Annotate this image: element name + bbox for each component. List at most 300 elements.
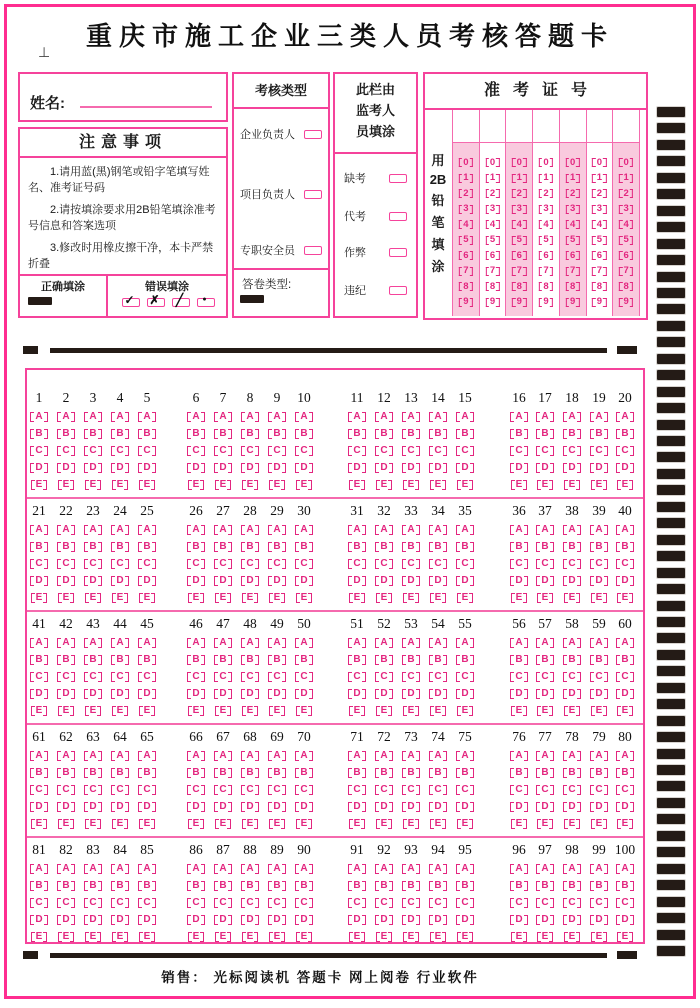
answer-bubble-q13-B[interactable]: B [400,428,422,440]
answer-bubble-q71-A[interactable]: A [346,750,368,762]
ticket-write-cell-6[interactable] [613,110,639,143]
ticket-digit-bubble-c3-d6[interactable]: 6 [539,250,553,262]
answer-bubble-q53-B[interactable]: B [400,654,422,666]
answer-bubble-q18-A[interactable]: A [561,411,583,423]
answer-bubble-q33-E[interactable]: E [400,592,422,604]
answer-bubble-q89-A[interactable]: A [266,863,288,875]
answer-bubble-q39-D[interactable]: D [588,575,610,587]
answer-bubble-q23-D[interactable]: D [82,575,104,587]
answer-bubble-q35-C[interactable]: C [454,558,476,570]
answer-bubble-q6-D[interactable]: D [185,462,207,474]
answer-bubble-q32-D[interactable]: D [373,575,395,587]
answer-bubble-q82-A[interactable]: A [55,863,77,875]
ticket-digit-bubble-c4-d6[interactable]: 6 [566,250,580,262]
ticket-digit-bubble-c5-d6[interactable]: 6 [592,250,606,262]
answer-bubble-q36-D[interactable]: D [508,575,530,587]
answer-bubble-q17-E[interactable]: E [534,479,556,491]
answer-bubble-q79-C[interactable]: C [588,784,610,796]
ticket-digit-bubble-c0-d4[interactable]: 4 [459,219,473,231]
answer-bubble-q59-B[interactable]: B [588,654,610,666]
answer-bubble-q50-C[interactable]: C [293,671,315,683]
answer-bubble-q40-E[interactable]: E [614,592,636,604]
answer-bubble-q27-B[interactable]: B [212,541,234,553]
answer-bubble-q44-C[interactable]: C [109,671,131,683]
answer-bubble-q30-B[interactable]: B [293,541,315,553]
answer-bubble-q2-A[interactable]: A [55,411,77,423]
answer-bubble-q29-C[interactable]: C [266,558,288,570]
answer-bubble-q41-C[interactable]: C [28,671,50,683]
ticket-digit-bubble-c2-d2[interactable]: 2 [512,188,526,200]
answer-bubble-q94-C[interactable]: C [427,897,449,909]
answer-bubble-q75-C[interactable]: C [454,784,476,796]
answer-bubble-q19-C[interactable]: C [588,445,610,457]
ticket-write-cell-3[interactable] [533,110,559,143]
answer-bubble-q53-E[interactable]: E [400,705,422,717]
answer-bubble-q58-A[interactable]: A [561,637,583,649]
answer-bubble-q44-A[interactable]: A [109,637,131,649]
answer-bubble-q96-E[interactable]: E [508,931,530,943]
ticket-digit-bubble-c5-d1[interactable]: 1 [592,172,606,184]
answer-bubble-q86-C[interactable]: C [185,897,207,909]
answer-bubble-q48-D[interactable]: D [239,688,261,700]
ticket-digit-bubble-c4-d3[interactable]: 3 [566,203,580,215]
answer-bubble-q33-C[interactable]: C [400,558,422,570]
answer-bubble-q25-B[interactable]: B [136,541,158,553]
answer-bubble-q31-D[interactable]: D [346,575,368,587]
answer-bubble-q54-B[interactable]: B [427,654,449,666]
answer-bubble-q97-E[interactable]: E [534,931,556,943]
answer-bubble-q47-E[interactable]: E [212,705,234,717]
answer-bubble-q8-C[interactable]: C [239,445,261,457]
answer-bubble-q98-E[interactable]: E [561,931,583,943]
answer-bubble-q70-C[interactable]: C [293,784,315,796]
answer-bubble-q32-B[interactable]: B [373,541,395,553]
ticket-digit-bubble-c0-d7[interactable]: 7 [459,265,473,277]
answer-bubble-q5-E[interactable]: E [136,479,158,491]
answer-bubble-q63-B[interactable]: B [82,767,104,779]
answer-bubble-q22-C[interactable]: C [55,558,77,570]
answer-bubble-q19-B[interactable]: B [588,428,610,440]
answer-bubble-q95-A[interactable]: A [454,863,476,875]
answer-bubble-q18-B[interactable]: B [561,428,583,440]
exam-type-bubble-0[interactable] [304,130,322,139]
answer-bubble-q15-C[interactable]: C [454,445,476,457]
answer-bubble-q77-E[interactable]: E [534,818,556,830]
answer-bubble-q34-A[interactable]: A [427,524,449,536]
answer-bubble-q10-D[interactable]: D [293,462,315,474]
answer-bubble-q1-E[interactable]: E [28,479,50,491]
answer-bubble-q83-B[interactable]: B [82,880,104,892]
answer-bubble-q85-C[interactable]: C [136,897,158,909]
ticket-digit-bubble-c0-d9[interactable]: 9 [459,296,473,308]
answer-bubble-q35-E[interactable]: E [454,592,476,604]
answer-bubble-q25-A[interactable]: A [136,524,158,536]
exam-type-bubble-1[interactable] [304,190,322,199]
ticket-digit-bubble-c4-d9[interactable]: 9 [566,296,580,308]
answer-bubble-q29-A[interactable]: A [266,524,288,536]
answer-bubble-q29-E[interactable]: E [266,592,288,604]
answer-bubble-q98-D[interactable]: D [561,914,583,926]
answer-bubble-q74-B[interactable]: B [427,767,449,779]
answer-bubble-q74-A[interactable]: A [427,750,449,762]
answer-bubble-q5-C[interactable]: C [136,445,158,457]
ticket-digit-bubble-c3-d9[interactable]: 9 [539,296,553,308]
answer-bubble-q58-D[interactable]: D [561,688,583,700]
answer-bubble-q89-E[interactable]: E [266,931,288,943]
answer-bubble-q52-A[interactable]: A [373,637,395,649]
answer-bubble-q40-C[interactable]: C [614,558,636,570]
answer-bubble-q43-D[interactable]: D [82,688,104,700]
answer-bubble-q48-C[interactable]: C [239,671,261,683]
answer-bubble-q52-D[interactable]: D [373,688,395,700]
answer-bubble-q60-B[interactable]: B [614,654,636,666]
answer-bubble-q35-D[interactable]: D [454,575,476,587]
answer-bubble-q67-C[interactable]: C [212,784,234,796]
answer-bubble-q75-D[interactable]: D [454,801,476,813]
answer-bubble-q27-E[interactable]: E [212,592,234,604]
answer-bubble-q94-B[interactable]: B [427,880,449,892]
ticket-digit-bubble-c2-d5[interactable]: 5 [512,234,526,246]
answer-bubble-q49-C[interactable]: C [266,671,288,683]
answer-bubble-q10-B[interactable]: B [293,428,315,440]
ticket-digit-bubble-c5-d7[interactable]: 7 [592,265,606,277]
answer-bubble-q75-B[interactable]: B [454,767,476,779]
invigilator-bubble-0[interactable] [389,174,407,183]
answer-bubble-q36-E[interactable]: E [508,592,530,604]
answer-bubble-q33-B[interactable]: B [400,541,422,553]
answer-bubble-q65-A[interactable]: A [136,750,158,762]
answer-bubble-q74-D[interactable]: D [427,801,449,813]
answer-bubble-q18-D[interactable]: D [561,462,583,474]
answer-bubble-q81-C[interactable]: C [28,897,50,909]
answer-bubble-q36-B[interactable]: B [508,541,530,553]
answer-bubble-q51-E[interactable]: E [346,705,368,717]
answer-bubble-q80-C[interactable]: C [614,784,636,796]
answer-bubble-q32-C[interactable]: C [373,558,395,570]
answer-bubble-q1-A[interactable]: A [28,411,50,423]
answer-bubble-q21-A[interactable]: A [28,524,50,536]
answer-bubble-q20-C[interactable]: C [614,445,636,457]
name-input-line[interactable] [80,106,212,108]
answer-bubble-q67-D[interactable]: D [212,801,234,813]
answer-bubble-q41-D[interactable]: D [28,688,50,700]
answer-bubble-q90-B[interactable]: B [293,880,315,892]
ticket-digit-bubble-c5-d0[interactable]: 0 [592,157,606,169]
answer-bubble-q21-E[interactable]: E [28,592,50,604]
answer-bubble-q91-D[interactable]: D [346,914,368,926]
answer-bubble-q37-C[interactable]: C [534,558,556,570]
ticket-digit-bubble-c1-d3[interactable]: 3 [485,203,499,215]
answer-bubble-q51-D[interactable]: D [346,688,368,700]
answer-bubble-q17-B[interactable]: B [534,428,556,440]
answer-bubble-q45-B[interactable]: B [136,654,158,666]
answer-bubble-q38-A[interactable]: A [561,524,583,536]
answer-bubble-q21-D[interactable]: D [28,575,50,587]
answer-bubble-q54-C[interactable]: C [427,671,449,683]
answer-bubble-q97-D[interactable]: D [534,914,556,926]
answer-bubble-q16-A[interactable]: A [508,411,530,423]
answer-bubble-q33-D[interactable]: D [400,575,422,587]
answer-bubble-q21-B[interactable]: B [28,541,50,553]
answer-bubble-q68-D[interactable]: D [239,801,261,813]
ticket-digit-bubble-c5-d8[interactable]: 8 [592,281,606,293]
answer-bubble-q52-B[interactable]: B [373,654,395,666]
answer-bubble-q95-E[interactable]: E [454,931,476,943]
answer-bubble-q43-B[interactable]: B [82,654,104,666]
answer-bubble-q15-B[interactable]: B [454,428,476,440]
ticket-digit-bubble-c0-d1[interactable]: 1 [459,172,473,184]
ticket-digit-bubble-c2-d0[interactable]: 0 [512,157,526,169]
answer-bubble-q55-D[interactable]: D [454,688,476,700]
answer-bubble-q24-C[interactable]: C [109,558,131,570]
ticket-digit-bubble-c5-d5[interactable]: 5 [592,234,606,246]
answer-bubble-q98-C[interactable]: C [561,897,583,909]
answer-bubble-q38-B[interactable]: B [561,541,583,553]
answer-bubble-q26-C[interactable]: C [185,558,207,570]
answer-bubble-q77-B[interactable]: B [534,767,556,779]
answer-bubble-q39-C[interactable]: C [588,558,610,570]
answer-bubble-q89-D[interactable]: D [266,914,288,926]
answer-bubble-q40-B[interactable]: B [614,541,636,553]
answer-bubble-q55-C[interactable]: C [454,671,476,683]
answer-bubble-q54-D[interactable]: D [427,688,449,700]
ticket-write-cell-0[interactable] [453,110,479,143]
answer-bubble-q29-D[interactable]: D [266,575,288,587]
answer-bubble-q1-D[interactable]: D [28,462,50,474]
answer-bubble-q82-B[interactable]: B [55,880,77,892]
answer-bubble-q46-B[interactable]: B [185,654,207,666]
invigilator-bubble-3[interactable] [389,286,407,295]
answer-bubble-q56-D[interactable]: D [508,688,530,700]
answer-bubble-q24-A[interactable]: A [109,524,131,536]
answer-bubble-q49-A[interactable]: A [266,637,288,649]
answer-bubble-q45-C[interactable]: C [136,671,158,683]
answer-bubble-q53-C[interactable]: C [400,671,422,683]
ticket-digit-bubble-c1-d9[interactable]: 9 [485,296,499,308]
answer-bubble-q91-E[interactable]: E [346,931,368,943]
answer-bubble-q92-C[interactable]: C [373,897,395,909]
answer-bubble-q57-B[interactable]: B [534,654,556,666]
ticket-digit-bubble-c3-d5[interactable]: 5 [539,234,553,246]
answer-bubble-q47-B[interactable]: B [212,654,234,666]
answer-bubble-q81-E[interactable]: E [28,931,50,943]
answer-bubble-q11-B[interactable]: B [346,428,368,440]
answer-bubble-q44-D[interactable]: D [109,688,131,700]
answer-bubble-q64-B[interactable]: B [109,767,131,779]
answer-bubble-q14-C[interactable]: C [427,445,449,457]
ticket-digit-bubble-c1-d6[interactable]: 6 [485,250,499,262]
answer-bubble-q80-B[interactable]: B [614,767,636,779]
answer-bubble-q59-C[interactable]: C [588,671,610,683]
answer-bubble-q54-A[interactable]: A [427,637,449,649]
answer-bubble-q30-D[interactable]: D [293,575,315,587]
answer-bubble-q70-D[interactable]: D [293,801,315,813]
ticket-digit-bubble-c3-d0[interactable]: 0 [539,157,553,169]
answer-bubble-q4-C[interactable]: C [109,445,131,457]
answer-bubble-q95-D[interactable]: D [454,914,476,926]
answer-bubble-q19-A[interactable]: A [588,411,610,423]
ticket-digit-bubble-c2-d7[interactable]: 7 [512,265,526,277]
answer-bubble-q88-C[interactable]: C [239,897,261,909]
answer-bubble-q26-D[interactable]: D [185,575,207,587]
answer-bubble-q21-C[interactable]: C [28,558,50,570]
answer-bubble-q72-E[interactable]: E [373,818,395,830]
answer-bubble-q58-E[interactable]: E [561,705,583,717]
answer-bubble-q50-A[interactable]: A [293,637,315,649]
answer-bubble-q44-B[interactable]: B [109,654,131,666]
answer-bubble-q48-E[interactable]: E [239,705,261,717]
answer-bubble-q2-C[interactable]: C [55,445,77,457]
answer-bubble-q83-A[interactable]: A [82,863,104,875]
answer-bubble-q93-E[interactable]: E [400,931,422,943]
invigilator-bubble-1[interactable] [389,212,407,221]
answer-bubble-q48-A[interactable]: A [239,637,261,649]
answer-bubble-q31-C[interactable]: C [346,558,368,570]
answer-bubble-q39-E[interactable]: E [588,592,610,604]
ticket-digit-bubble-c2-d4[interactable]: 4 [512,219,526,231]
answer-bubble-q66-A[interactable]: A [185,750,207,762]
answer-bubble-q26-A[interactable]: A [185,524,207,536]
answer-bubble-q57-E[interactable]: E [534,705,556,717]
answer-bubble-q18-E[interactable]: E [561,479,583,491]
answer-bubble-q76-B[interactable]: B [508,767,530,779]
answer-bubble-q25-D[interactable]: D [136,575,158,587]
answer-bubble-q15-D[interactable]: D [454,462,476,474]
answer-bubble-q96-A[interactable]: A [508,863,530,875]
answer-bubble-q22-D[interactable]: D [55,575,77,587]
answer-bubble-q41-B[interactable]: B [28,654,50,666]
answer-bubble-q67-E[interactable]: E [212,818,234,830]
ticket-digit-bubble-c6-d1[interactable]: 1 [619,172,633,184]
answer-bubble-q100-B[interactable]: B [614,880,636,892]
answer-bubble-q2-B[interactable]: B [55,428,77,440]
answer-bubble-q63-A[interactable]: A [82,750,104,762]
answer-bubble-q27-A[interactable]: A [212,524,234,536]
answer-bubble-q50-B[interactable]: B [293,654,315,666]
answer-bubble-q57-D[interactable]: D [534,688,556,700]
answer-bubble-q13-E[interactable]: E [400,479,422,491]
answer-bubble-q89-C[interactable]: C [266,897,288,909]
answer-bubble-q55-E[interactable]: E [454,705,476,717]
answer-bubble-q63-E[interactable]: E [82,818,104,830]
ticket-digit-bubble-c5-d2[interactable]: 2 [592,188,606,200]
ticket-digit-bubble-c1-d0[interactable]: 0 [485,157,499,169]
answer-bubble-q81-D[interactable]: D [28,914,50,926]
answer-bubble-q77-C[interactable]: C [534,784,556,796]
answer-bubble-q83-E[interactable]: E [82,931,104,943]
answer-bubble-q96-B[interactable]: B [508,880,530,892]
answer-bubble-q87-A[interactable]: A [212,863,234,875]
answer-bubble-q3-C[interactable]: C [82,445,104,457]
answer-bubble-q73-C[interactable]: C [400,784,422,796]
answer-bubble-q59-A[interactable]: A [588,637,610,649]
answer-bubble-q43-A[interactable]: A [82,637,104,649]
answer-bubble-q94-E[interactable]: E [427,931,449,943]
answer-bubble-q69-A[interactable]: A [266,750,288,762]
answer-bubble-q83-C[interactable]: C [82,897,104,909]
answer-bubble-q28-B[interactable]: B [239,541,261,553]
answer-bubble-q69-B[interactable]: B [266,767,288,779]
answer-bubble-q74-C[interactable]: C [427,784,449,796]
answer-bubble-q42-B[interactable]: B [55,654,77,666]
answer-bubble-q86-B[interactable]: B [185,880,207,892]
answer-bubble-q77-A[interactable]: A [534,750,556,762]
answer-bubble-q59-D[interactable]: D [588,688,610,700]
answer-bubble-q72-B[interactable]: B [373,767,395,779]
answer-bubble-q43-C[interactable]: C [82,671,104,683]
ticket-digit-bubble-c3-d3[interactable]: 3 [539,203,553,215]
answer-bubble-q14-B[interactable]: B [427,428,449,440]
ticket-write-cell-2[interactable] [506,110,532,143]
answer-bubble-q82-C[interactable]: C [55,897,77,909]
answer-bubble-q12-A[interactable]: A [373,411,395,423]
answer-bubble-q39-B[interactable]: B [588,541,610,553]
answer-bubble-q93-B[interactable]: B [400,880,422,892]
exam-type-bubble-2[interactable] [304,246,322,255]
answer-bubble-q100-D[interactable]: D [614,914,636,926]
answer-bubble-q79-E[interactable]: E [588,818,610,830]
answer-bubble-q28-C[interactable]: C [239,558,261,570]
answer-bubble-q36-C[interactable]: C [508,558,530,570]
answer-bubble-q95-B[interactable]: B [454,880,476,892]
answer-bubble-q41-A[interactable]: A [28,637,50,649]
answer-bubble-q1-C[interactable]: C [28,445,50,457]
answer-bubble-q42-D[interactable]: D [55,688,77,700]
answer-bubble-q10-A[interactable]: A [293,411,315,423]
answer-bubble-q55-B[interactable]: B [454,654,476,666]
answer-bubble-q69-D[interactable]: D [266,801,288,813]
answer-bubble-q45-E[interactable]: E [136,705,158,717]
answer-bubble-q38-E[interactable]: E [561,592,583,604]
answer-bubble-q20-D[interactable]: D [614,462,636,474]
answer-bubble-q25-E[interactable]: E [136,592,158,604]
answer-bubble-q14-A[interactable]: A [427,411,449,423]
answer-bubble-q20-B[interactable]: B [614,428,636,440]
answer-bubble-q3-A[interactable]: A [82,411,104,423]
answer-bubble-q87-C[interactable]: C [212,897,234,909]
answer-bubble-q16-D[interactable]: D [508,462,530,474]
answer-bubble-q6-C[interactable]: C [185,445,207,457]
answer-bubble-q20-E[interactable]: E [614,479,636,491]
answer-bubble-q56-A[interactable]: A [508,637,530,649]
answer-bubble-q93-D[interactable]: D [400,914,422,926]
ticket-digit-bubble-c2-d9[interactable]: 9 [512,296,526,308]
answer-bubble-q61-A[interactable]: A [28,750,50,762]
ticket-write-cell-1[interactable] [480,110,506,143]
answer-bubble-q100-C[interactable]: C [614,897,636,909]
answer-bubble-q28-D[interactable]: D [239,575,261,587]
answer-bubble-q40-D[interactable]: D [614,575,636,587]
ticket-digit-bubble-c0-d0[interactable]: 0 [459,157,473,169]
ticket-digit-bubble-c3-d8[interactable]: 8 [539,281,553,293]
answer-bubble-q23-C[interactable]: C [82,558,104,570]
answer-bubble-q46-C[interactable]: C [185,671,207,683]
ticket-digit-bubble-c4-d7[interactable]: 7 [566,265,580,277]
answer-bubble-q84-A[interactable]: A [109,863,131,875]
answer-bubble-q12-C[interactable]: C [373,445,395,457]
answer-bubble-q24-B[interactable]: B [109,541,131,553]
answer-bubble-q6-B[interactable]: B [185,428,207,440]
answer-bubble-q30-E[interactable]: E [293,592,315,604]
answer-bubble-q42-A[interactable]: A [55,637,77,649]
answer-bubble-q28-A[interactable]: A [239,524,261,536]
answer-bubble-q8-D[interactable]: D [239,462,261,474]
answer-bubble-q97-C[interactable]: C [534,897,556,909]
answer-bubble-q17-C[interactable]: C [534,445,556,457]
ticket-digit-bubble-c1-d7[interactable]: 7 [485,265,499,277]
answer-bubble-q50-E[interactable]: E [293,705,315,717]
answer-bubble-q11-E[interactable]: E [346,479,368,491]
